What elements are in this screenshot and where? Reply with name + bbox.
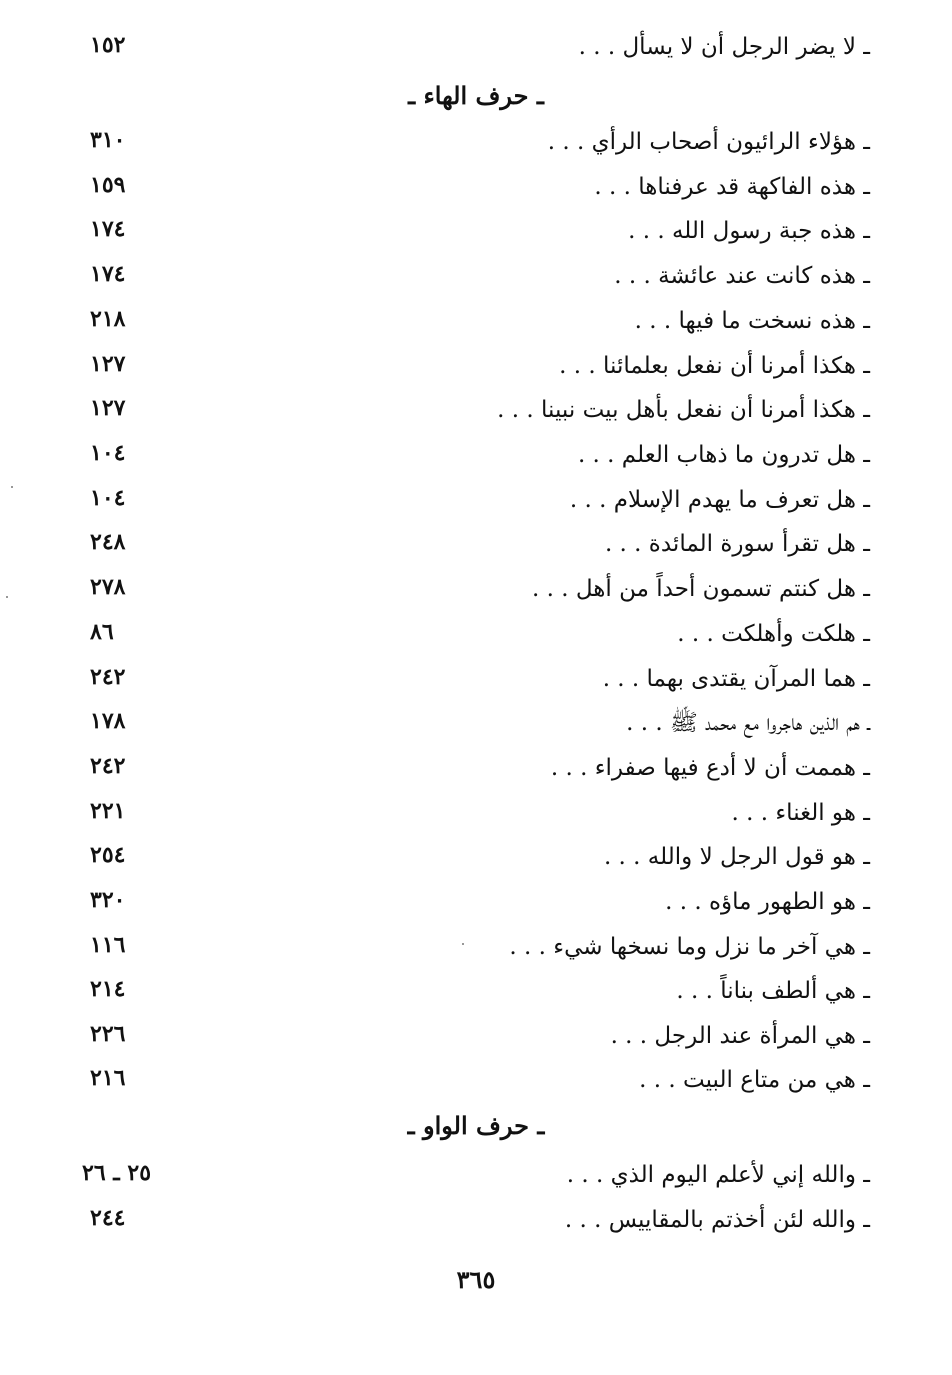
- entry-text: ـ هذه نسخت ما فيها . . .: [634, 308, 870, 334]
- entry-page-number: ١٧٤: [90, 261, 126, 287]
- entry-text: ـ لا يضر الرجل أن لا يسأل . . .: [578, 34, 870, 60]
- entry-page-number: ١٧٤: [90, 216, 126, 242]
- entry-text: ـ هكذا أمرنا أن نفعل بعلمائنا . . .: [559, 353, 870, 379]
- entry-text: ـ هو الطهور ماؤه . . .: [665, 889, 870, 915]
- index-entry: [90, 1059, 870, 1103]
- index-entry: [90, 658, 870, 702]
- entry-page-number: ١٠٤: [90, 485, 126, 511]
- entry-text: ـ هذه جبة رسول الله . . .: [628, 218, 870, 244]
- entry-page-number: ٢٤٨: [90, 529, 126, 555]
- index-entry: [90, 210, 870, 254]
- entry-text: ـ هممت أن لا أدع فيها صفراء . . .: [550, 755, 870, 781]
- entry-page-number: ١٢٧: [90, 351, 126, 377]
- entry-page-number: ١١٦: [90, 932, 126, 958]
- entry-text: ـ هل تقرأ سورة المائدة . . .: [604, 531, 870, 557]
- entry-page-number: ٢١٦: [90, 1065, 126, 1091]
- index-entry: [90, 881, 870, 925]
- entry-text: ـ هي المرأة عند الرجل . . .: [610, 1023, 870, 1049]
- entry-page-number: ٢٤٤: [90, 1205, 126, 1231]
- index-entry: [90, 26, 870, 70]
- index-entry: [90, 121, 870, 165]
- entry-page-number: ٢٢١: [90, 798, 126, 824]
- entry-text: ـ هؤلاء الرائيون أصحاب الرأي . . .: [547, 129, 870, 155]
- index-entry: [90, 434, 870, 478]
- entry-page-number: ٢٤٢: [90, 753, 126, 779]
- entry-page-number: ٢٢٦: [90, 1021, 126, 1047]
- entry-text: ـ هو قول الرجل لا والله . . .: [603, 844, 870, 870]
- index-entry: [90, 970, 870, 1014]
- entry-page-number: ٢١٤: [90, 976, 126, 1002]
- entry-page-number: ٢١٨: [90, 306, 126, 332]
- entry-page-number: ١٢٧: [90, 395, 126, 421]
- entry-text: ـ هذه كانت عند عائشة . . .: [614, 263, 870, 289]
- entry-page-number: ٣١٠: [90, 127, 126, 153]
- index-entry: [90, 255, 870, 299]
- entry-text: ـ هل تعرف ما يهدم الإسلام . . .: [569, 487, 870, 513]
- scan-speck: [6, 596, 8, 598]
- entry-page-number: ١٥٩: [90, 172, 126, 198]
- index-entry: [90, 166, 870, 210]
- index-entry: [90, 702, 870, 746]
- entry-page-number: ١٥٢: [90, 32, 126, 58]
- entry-text: ـ هكذا أمرنا أن نفعل بأهل بيت نبينا . . .: [497, 397, 870, 423]
- entry-text: ـ هي آخر ما نزل وما نسخها شيء . . .: [509, 934, 870, 960]
- entry-page-number: ١٧٨: [90, 708, 126, 734]
- index-entry: [90, 568, 870, 612]
- entry-text: ـ هلكت وأهلكت . . .: [677, 621, 870, 647]
- entry-page-number: ٢٥٤: [90, 842, 126, 868]
- entry-text: ـ هم الذين هاجروا مع محمد ﷺ . . .: [626, 710, 870, 736]
- entry-text: ـ هما المرآن يقتدى بهما . . .: [602, 666, 870, 692]
- index-entry: [90, 836, 870, 880]
- index-entry: [82, 1154, 870, 1198]
- entry-text: ـ هو الغناء . . .: [731, 800, 870, 826]
- index-entry: [90, 300, 870, 344]
- index-entry: [90, 389, 870, 433]
- entry-page-number: ٢٥ ـ ٢٦: [82, 1160, 152, 1186]
- section-heading-waw: ـ حرف الواو ـ: [407, 1111, 545, 1140]
- index-entry: [90, 613, 870, 657]
- section-heading-ha: ـ حرف الهاء ـ: [408, 81, 544, 110]
- entry-page-number: ٨٦: [90, 619, 114, 645]
- entry-text: ـ هل تدرون ما ذهاب العلم . . .: [577, 442, 870, 468]
- entry-text: ـ والله إني لأعلم اليوم الذي . . .: [566, 1162, 870, 1188]
- entry-page-number: ٢٧٨: [90, 574, 126, 600]
- index-entry: [90, 479, 870, 523]
- index-entry: [90, 1199, 870, 1243]
- index-entry: [90, 747, 870, 791]
- entry-page-number: ٢٤٢: [90, 664, 126, 690]
- scan-speck: [11, 486, 13, 488]
- index-entry: [90, 792, 870, 836]
- entry-text: ـ هي ألطف بناناً . . .: [676, 978, 870, 1004]
- page-number: ٣٦٥: [456, 1265, 496, 1294]
- entry-text: ـ هذه الفاكهة قد عرفناها . . .: [594, 174, 870, 200]
- entry-page-number: ٣٢٠: [90, 887, 126, 913]
- index-entry: [90, 523, 870, 567]
- entry-page-number: ١٠٤: [90, 440, 126, 466]
- entry-text: ـ والله لئن أخذتم بالمقاييس . . .: [564, 1207, 870, 1233]
- index-entry: [90, 926, 870, 970]
- entry-text: ـ هل كنتم تسمون أحداً من أهل . . .: [532, 576, 870, 602]
- scan-speck: [462, 943, 464, 945]
- index-entry: [90, 1015, 870, 1059]
- entry-text: ـ هي من متاع البيت . . .: [639, 1067, 870, 1093]
- index-entry: [90, 345, 870, 389]
